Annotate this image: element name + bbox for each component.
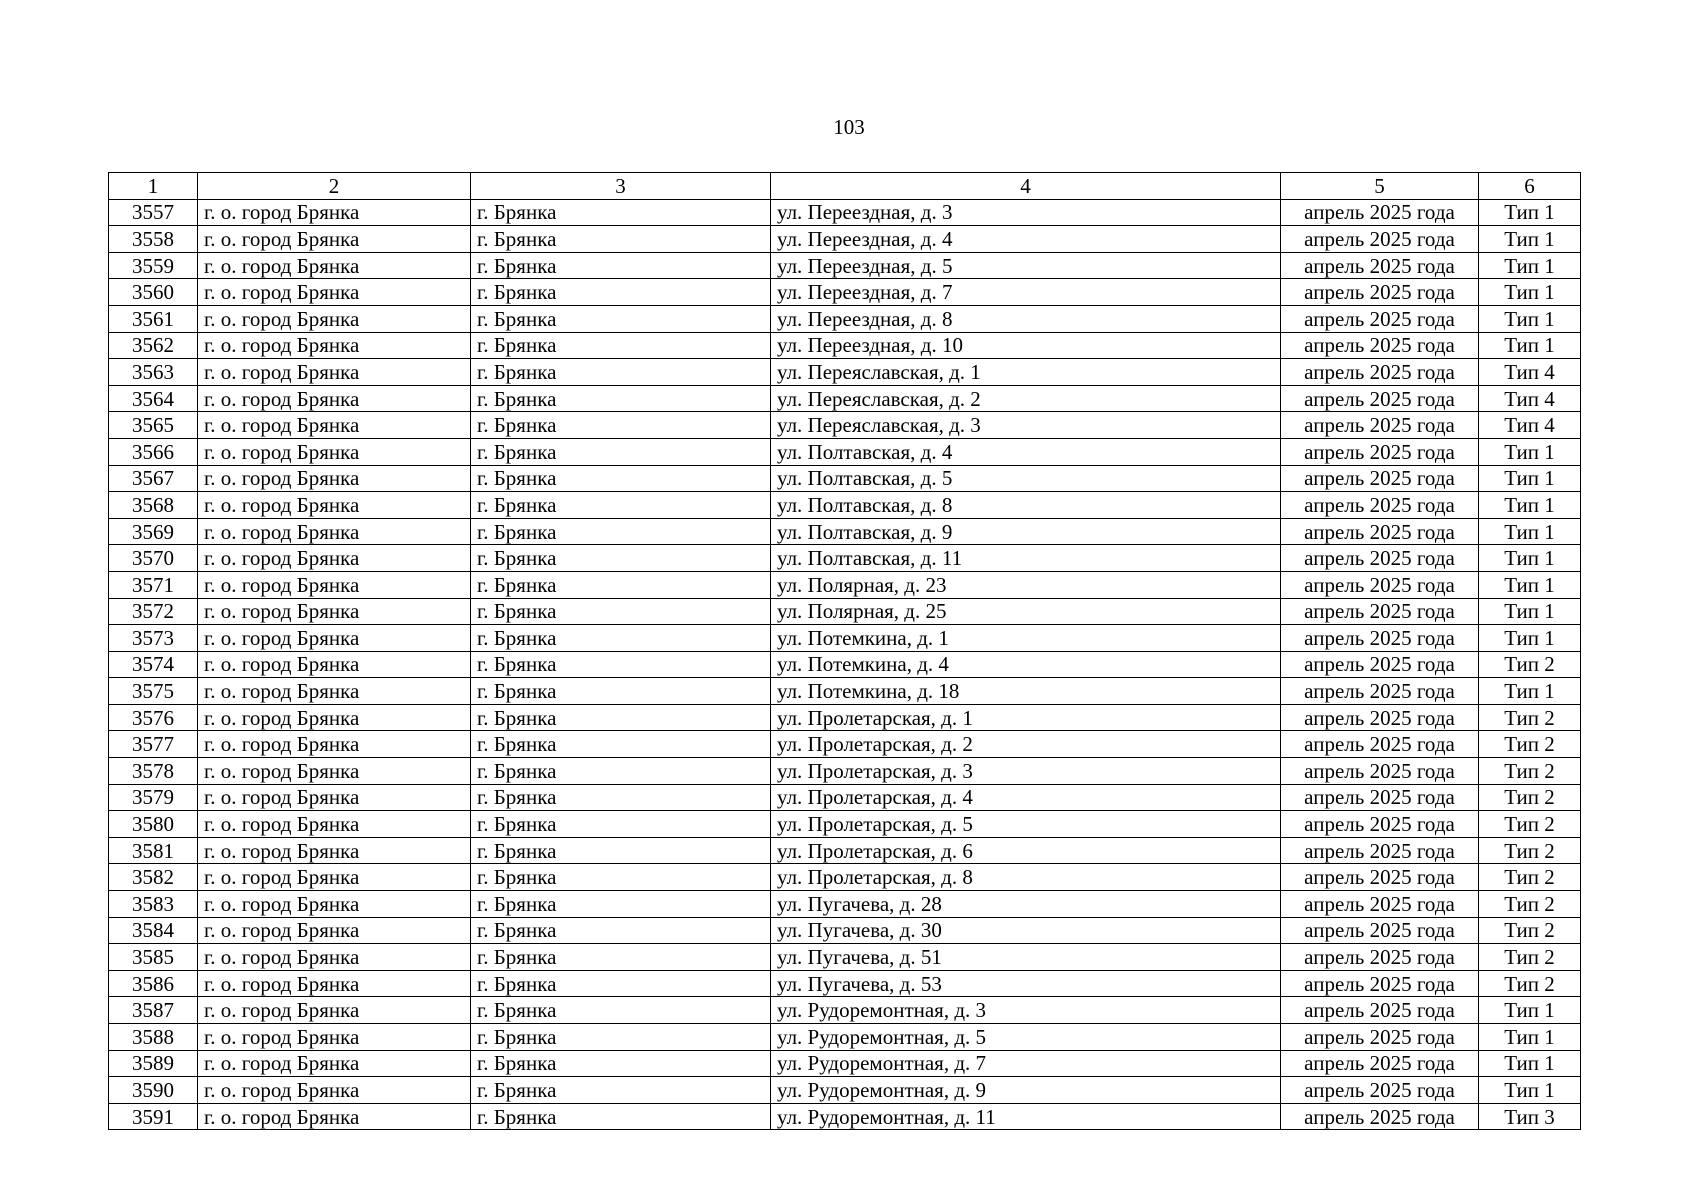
address-cell: ул. Полярная, д. 25 bbox=[771, 598, 1281, 625]
type-cell: Тип 1 bbox=[1479, 598, 1581, 625]
table-row bbox=[109, 279, 1581, 306]
city-cell: г. Брянка bbox=[471, 226, 771, 253]
date-cell: апрель 2025 года bbox=[1281, 704, 1479, 731]
district-cell: г. о. город Брянка bbox=[198, 1077, 471, 1104]
date-cell: апрель 2025 года bbox=[1281, 305, 1479, 332]
type-cell: Тип 1 bbox=[1479, 518, 1581, 545]
district-cell: г. о. город Брянка bbox=[198, 704, 471, 731]
table-row bbox=[109, 465, 1581, 492]
row-number-cell: 3572 bbox=[109, 598, 198, 625]
row-number-cell: 3575 bbox=[109, 678, 198, 705]
address-cell: ул. Переездная, д. 4 bbox=[771, 226, 1281, 253]
date-cell: апрель 2025 года bbox=[1281, 917, 1479, 944]
row-number-cell: 3588 bbox=[109, 1024, 198, 1051]
table-row bbox=[109, 1103, 1581, 1130]
table-row bbox=[109, 811, 1581, 838]
district-cell: г. о. город Брянка bbox=[198, 518, 471, 545]
city-cell: г. Брянка bbox=[471, 465, 771, 492]
row-number-cell: 3580 bbox=[109, 811, 198, 838]
date-cell: апрель 2025 года bbox=[1281, 412, 1479, 439]
address-cell: ул. Переяславская, д. 3 bbox=[771, 412, 1281, 439]
table-row bbox=[109, 651, 1581, 678]
type-cell: Тип 1 bbox=[1479, 678, 1581, 705]
date-cell: апрель 2025 года bbox=[1281, 944, 1479, 971]
address-cell: ул. Потемкина, д. 4 bbox=[771, 651, 1281, 678]
district-cell: г. о. город Брянка bbox=[198, 731, 471, 758]
date-cell: апрель 2025 года bbox=[1281, 438, 1479, 465]
type-cell: Тип 1 bbox=[1479, 1024, 1581, 1051]
district-cell: г. о. город Брянка bbox=[198, 891, 471, 918]
address-cell: ул. Переездная, д. 8 bbox=[771, 305, 1281, 332]
row-number-cell: 3577 bbox=[109, 731, 198, 758]
district-cell: г. о. город Брянка bbox=[198, 784, 471, 811]
row-number-cell: 3576 bbox=[109, 704, 198, 731]
table-row bbox=[109, 438, 1581, 465]
district-cell: г. о. город Брянка bbox=[198, 811, 471, 838]
row-number-cell: 3568 bbox=[109, 492, 198, 519]
district-cell: г. о. город Брянка bbox=[198, 252, 471, 279]
city-cell: г. Брянка bbox=[471, 891, 771, 918]
city-cell: г. Брянка bbox=[471, 199, 771, 226]
type-cell: Тип 2 bbox=[1479, 758, 1581, 785]
date-cell: апрель 2025 года bbox=[1281, 1103, 1479, 1130]
district-cell: г. о. город Брянка bbox=[198, 492, 471, 519]
table-row bbox=[109, 571, 1581, 598]
district-cell: г. о. город Брянка bbox=[198, 997, 471, 1024]
type-cell: Тип 1 bbox=[1479, 199, 1581, 226]
type-cell: Тип 1 bbox=[1479, 252, 1581, 279]
city-cell: г. Брянка bbox=[471, 545, 771, 572]
row-number-cell: 3591 bbox=[109, 1103, 198, 1130]
district-cell: г. о. город Брянка bbox=[198, 279, 471, 306]
row-number-cell: 3557 bbox=[109, 199, 198, 226]
district-cell: г. о. город Брянка bbox=[198, 678, 471, 705]
address-cell: ул. Пугачева, д. 28 bbox=[771, 891, 1281, 918]
type-cell: Тип 2 bbox=[1479, 731, 1581, 758]
city-cell: г. Брянка bbox=[471, 571, 771, 598]
type-cell: Тип 1 bbox=[1479, 465, 1581, 492]
type-cell: Тип 2 bbox=[1479, 970, 1581, 997]
district-cell: г. о. город Брянка bbox=[198, 598, 471, 625]
district-cell: г. о. город Брянка bbox=[198, 758, 471, 785]
city-cell: г. Брянка bbox=[471, 359, 771, 386]
date-cell: апрель 2025 года bbox=[1281, 279, 1479, 306]
registry-table bbox=[108, 172, 1581, 1130]
table-row bbox=[109, 226, 1581, 253]
table-row bbox=[109, 997, 1581, 1024]
city-cell: г. Брянка bbox=[471, 651, 771, 678]
page-number: 103 bbox=[833, 115, 865, 139]
row-number-cell: 3561 bbox=[109, 305, 198, 332]
type-cell: Тип 3 bbox=[1479, 1103, 1581, 1130]
city-cell: г. Брянка bbox=[471, 1050, 771, 1077]
city-cell: г. Брянка bbox=[471, 837, 771, 864]
table-row bbox=[109, 199, 1581, 226]
table-row bbox=[109, 837, 1581, 864]
address-cell: ул. Рудоремонтная, д. 7 bbox=[771, 1050, 1281, 1077]
type-cell: Тип 1 bbox=[1479, 226, 1581, 253]
date-cell: апрель 2025 года bbox=[1281, 518, 1479, 545]
address-cell: ул. Полтавская, д. 5 bbox=[771, 465, 1281, 492]
date-cell: апрель 2025 года bbox=[1281, 359, 1479, 386]
row-number-cell: 3586 bbox=[109, 970, 198, 997]
address-cell: ул. Пугачева, д. 51 bbox=[771, 944, 1281, 971]
district-cell: г. о. город Брянка bbox=[198, 1050, 471, 1077]
type-cell: Тип 1 bbox=[1479, 571, 1581, 598]
table-row bbox=[109, 864, 1581, 891]
district-cell: г. о. город Брянка bbox=[198, 571, 471, 598]
address-cell: ул. Полтавская, д. 4 bbox=[771, 438, 1281, 465]
city-cell: г. Брянка bbox=[471, 970, 771, 997]
date-cell: апрель 2025 года bbox=[1281, 199, 1479, 226]
city-cell: г. Брянка bbox=[471, 917, 771, 944]
type-cell: Тип 1 bbox=[1479, 332, 1581, 359]
type-cell: Тип 1 bbox=[1479, 625, 1581, 652]
city-cell: г. Брянка bbox=[471, 252, 771, 279]
address-cell: ул. Переездная, д. 3 bbox=[771, 199, 1281, 226]
row-number-cell: 3559 bbox=[109, 252, 198, 279]
type-cell: Тип 2 bbox=[1479, 784, 1581, 811]
district-cell: г. о. город Брянка bbox=[198, 864, 471, 891]
address-cell: ул. Пролетарская, д. 5 bbox=[771, 811, 1281, 838]
row-number-cell: 3573 bbox=[109, 625, 198, 652]
table-header-row bbox=[109, 173, 1581, 200]
city-cell: г. Брянка bbox=[471, 997, 771, 1024]
table-row bbox=[109, 1077, 1581, 1104]
address-cell: ул. Переяславская, д. 1 bbox=[771, 359, 1281, 386]
address-cell: ул. Рудоремонтная, д. 3 bbox=[771, 997, 1281, 1024]
type-cell: Тип 1 bbox=[1479, 1050, 1581, 1077]
city-cell: г. Брянка bbox=[471, 944, 771, 971]
row-number-cell: 3560 bbox=[109, 279, 198, 306]
date-cell: апрель 2025 года bbox=[1281, 226, 1479, 253]
column-header-3: 3 bbox=[471, 173, 771, 200]
district-cell: г. о. город Брянка bbox=[198, 305, 471, 332]
table-row bbox=[109, 359, 1581, 386]
address-cell: ул. Рудоремонтная, д. 9 bbox=[771, 1077, 1281, 1104]
row-number-cell: 3566 bbox=[109, 438, 198, 465]
address-cell: ул. Потемкина, д. 1 bbox=[771, 625, 1281, 652]
table-row bbox=[109, 412, 1581, 439]
city-cell: г. Брянка bbox=[471, 758, 771, 785]
row-number-cell: 3562 bbox=[109, 332, 198, 359]
table-row bbox=[109, 332, 1581, 359]
address-cell: ул. Потемкина, д. 18 bbox=[771, 678, 1281, 705]
date-cell: апрель 2025 года bbox=[1281, 332, 1479, 359]
date-cell: апрель 2025 года bbox=[1281, 758, 1479, 785]
column-header-4: 4 bbox=[771, 173, 1281, 200]
type-cell: Тип 2 bbox=[1479, 944, 1581, 971]
date-cell: апрель 2025 года bbox=[1281, 492, 1479, 519]
table-row bbox=[109, 1050, 1581, 1077]
row-number-cell: 3584 bbox=[109, 917, 198, 944]
district-cell: г. о. город Брянка bbox=[198, 944, 471, 971]
type-cell: Тип 4 bbox=[1479, 385, 1581, 412]
address-cell: ул. Переездная, д. 7 bbox=[771, 279, 1281, 306]
table-row bbox=[109, 758, 1581, 785]
type-cell: Тип 1 bbox=[1479, 279, 1581, 306]
row-number-cell: 3590 bbox=[109, 1077, 198, 1104]
city-cell: г. Брянка bbox=[471, 784, 771, 811]
row-number-cell: 3581 bbox=[109, 837, 198, 864]
date-cell: апрель 2025 года bbox=[1281, 837, 1479, 864]
date-cell: апрель 2025 года bbox=[1281, 678, 1479, 705]
table-row bbox=[109, 678, 1581, 705]
type-cell: Тип 1 bbox=[1479, 1077, 1581, 1104]
date-cell: апрель 2025 года bbox=[1281, 811, 1479, 838]
date-cell: апрель 2025 года bbox=[1281, 784, 1479, 811]
row-number-cell: 3583 bbox=[109, 891, 198, 918]
district-cell: г. о. город Брянка bbox=[198, 359, 471, 386]
address-cell: ул. Пугачева, д. 53 bbox=[771, 970, 1281, 997]
table-row bbox=[109, 518, 1581, 545]
address-cell: ул. Рудоремонтная, д. 11 bbox=[771, 1103, 1281, 1130]
date-cell: апрель 2025 года bbox=[1281, 731, 1479, 758]
date-cell: апрель 2025 года bbox=[1281, 1024, 1479, 1051]
district-cell: г. о. город Брянка bbox=[198, 545, 471, 572]
city-cell: г. Брянка bbox=[471, 1103, 771, 1130]
address-cell: ул. Пролетарская, д. 6 bbox=[771, 837, 1281, 864]
table-row bbox=[109, 385, 1581, 412]
date-cell: апрель 2025 года bbox=[1281, 891, 1479, 918]
column-header-1: 1 bbox=[109, 173, 198, 200]
district-cell: г. о. город Брянка bbox=[198, 199, 471, 226]
type-cell: Тип 1 bbox=[1479, 305, 1581, 332]
city-cell: г. Брянка bbox=[471, 438, 771, 465]
table-row bbox=[109, 598, 1581, 625]
type-cell: Тип 2 bbox=[1479, 651, 1581, 678]
type-cell: Тип 2 bbox=[1479, 837, 1581, 864]
type-cell: Тип 2 bbox=[1479, 917, 1581, 944]
table-body bbox=[109, 199, 1581, 1130]
table-row bbox=[109, 545, 1581, 572]
table-row bbox=[109, 305, 1581, 332]
row-number-cell: 3558 bbox=[109, 226, 198, 253]
district-cell: г. о. город Брянка bbox=[198, 385, 471, 412]
city-cell: г. Брянка bbox=[471, 1077, 771, 1104]
type-cell: Тип 4 bbox=[1479, 412, 1581, 439]
column-header-5: 5 bbox=[1281, 173, 1479, 200]
city-cell: г. Брянка bbox=[471, 332, 771, 359]
district-cell: г. о. город Брянка bbox=[198, 1024, 471, 1051]
row-number-cell: 3565 bbox=[109, 412, 198, 439]
row-number-cell: 3582 bbox=[109, 864, 198, 891]
table-row bbox=[109, 970, 1581, 997]
address-cell: ул. Полтавская, д. 8 bbox=[771, 492, 1281, 519]
row-number-cell: 3563 bbox=[109, 359, 198, 386]
row-number-cell: 3571 bbox=[109, 571, 198, 598]
table-row bbox=[109, 784, 1581, 811]
city-cell: г. Брянка bbox=[471, 598, 771, 625]
district-cell: г. о. город Брянка bbox=[198, 625, 471, 652]
address-cell: ул. Пролетарская, д. 3 bbox=[771, 758, 1281, 785]
address-cell: ул. Рудоремонтная, д. 5 bbox=[771, 1024, 1281, 1051]
date-cell: апрель 2025 года bbox=[1281, 385, 1479, 412]
date-cell: апрель 2025 года bbox=[1281, 651, 1479, 678]
date-cell: апрель 2025 года bbox=[1281, 571, 1479, 598]
table-row bbox=[109, 944, 1581, 971]
row-number-cell: 3564 bbox=[109, 385, 198, 412]
table-row bbox=[109, 625, 1581, 652]
city-cell: г. Брянка bbox=[471, 518, 771, 545]
type-cell: Тип 1 bbox=[1479, 438, 1581, 465]
date-cell: апрель 2025 года bbox=[1281, 1077, 1479, 1104]
city-cell: г. Брянка bbox=[471, 492, 771, 519]
date-cell: апрель 2025 года bbox=[1281, 970, 1479, 997]
row-number-cell: 3587 bbox=[109, 997, 198, 1024]
city-cell: г. Брянка bbox=[471, 1024, 771, 1051]
row-number-cell: 3574 bbox=[109, 651, 198, 678]
row-number-cell: 3578 bbox=[109, 758, 198, 785]
address-cell: ул. Пролетарская, д. 8 bbox=[771, 864, 1281, 891]
table-row bbox=[109, 252, 1581, 279]
city-cell: г. Брянка bbox=[471, 678, 771, 705]
row-number-cell: 3567 bbox=[109, 465, 198, 492]
type-cell: Тип 2 bbox=[1479, 891, 1581, 918]
type-cell: Тип 2 bbox=[1479, 811, 1581, 838]
address-cell: ул. Пролетарская, д. 4 bbox=[771, 784, 1281, 811]
city-cell: г. Брянка bbox=[471, 305, 771, 332]
district-cell: г. о. город Брянка bbox=[198, 651, 471, 678]
type-cell: Тип 4 bbox=[1479, 359, 1581, 386]
city-cell: г. Брянка bbox=[471, 811, 771, 838]
type-cell: Тип 2 bbox=[1479, 704, 1581, 731]
address-cell: ул. Полтавская, д. 11 bbox=[771, 545, 1281, 572]
row-number-cell: 3570 bbox=[109, 545, 198, 572]
table-row bbox=[109, 731, 1581, 758]
address-cell: ул. Полтавская, д. 9 bbox=[771, 518, 1281, 545]
district-cell: г. о. город Брянка bbox=[198, 332, 471, 359]
city-cell: г. Брянка bbox=[471, 385, 771, 412]
row-number-cell: 3569 bbox=[109, 518, 198, 545]
district-cell: г. о. город Брянка bbox=[198, 970, 471, 997]
type-cell: Тип 1 bbox=[1479, 997, 1581, 1024]
date-cell: апрель 2025 года bbox=[1281, 465, 1479, 492]
district-cell: г. о. город Брянка bbox=[198, 917, 471, 944]
row-number-cell: 3585 bbox=[109, 944, 198, 971]
address-cell: ул. Пугачева, д. 30 bbox=[771, 917, 1281, 944]
type-cell: Тип 1 bbox=[1479, 545, 1581, 572]
date-cell: апрель 2025 года bbox=[1281, 598, 1479, 625]
district-cell: г. о. город Брянка bbox=[198, 465, 471, 492]
date-cell: апрель 2025 года bbox=[1281, 1050, 1479, 1077]
table-row bbox=[109, 917, 1581, 944]
address-cell: ул. Переяславская, д. 2 bbox=[771, 385, 1281, 412]
district-cell: г. о. город Брянка bbox=[198, 438, 471, 465]
table-row bbox=[109, 891, 1581, 918]
date-cell: апрель 2025 года bbox=[1281, 625, 1479, 652]
city-cell: г. Брянка bbox=[471, 731, 771, 758]
city-cell: г. Брянка bbox=[471, 864, 771, 891]
district-cell: г. о. город Брянка bbox=[198, 226, 471, 253]
address-cell: ул. Пролетарская, д. 1 bbox=[771, 704, 1281, 731]
date-cell: апрель 2025 года bbox=[1281, 545, 1479, 572]
city-cell: г. Брянка bbox=[471, 412, 771, 439]
district-cell: г. о. город Брянка bbox=[198, 837, 471, 864]
address-cell: ул. Переездная, д. 5 bbox=[771, 252, 1281, 279]
table-row bbox=[109, 704, 1581, 731]
city-cell: г. Брянка bbox=[471, 279, 771, 306]
type-cell: Тип 2 bbox=[1479, 864, 1581, 891]
city-cell: г. Брянка bbox=[471, 704, 771, 731]
district-cell: г. о. город Брянка bbox=[198, 1103, 471, 1130]
address-cell: ул. Переездная, д. 10 bbox=[771, 332, 1281, 359]
row-number-cell: 3589 bbox=[109, 1050, 198, 1077]
date-cell: апрель 2025 года bbox=[1281, 252, 1479, 279]
district-cell: г. о. город Брянка bbox=[198, 412, 471, 439]
type-cell: Тип 1 bbox=[1479, 492, 1581, 519]
table-row bbox=[109, 492, 1581, 519]
city-cell: г. Брянка bbox=[471, 625, 771, 652]
row-number-cell: 3579 bbox=[109, 784, 198, 811]
column-header-2: 2 bbox=[198, 173, 471, 200]
address-cell: ул. Пролетарская, д. 2 bbox=[771, 731, 1281, 758]
table-row bbox=[109, 1024, 1581, 1051]
date-cell: апрель 2025 года bbox=[1281, 997, 1479, 1024]
column-header-6: 6 bbox=[1479, 173, 1581, 200]
address-cell: ул. Полярная, д. 23 bbox=[771, 571, 1281, 598]
date-cell: апрель 2025 года bbox=[1281, 864, 1479, 891]
